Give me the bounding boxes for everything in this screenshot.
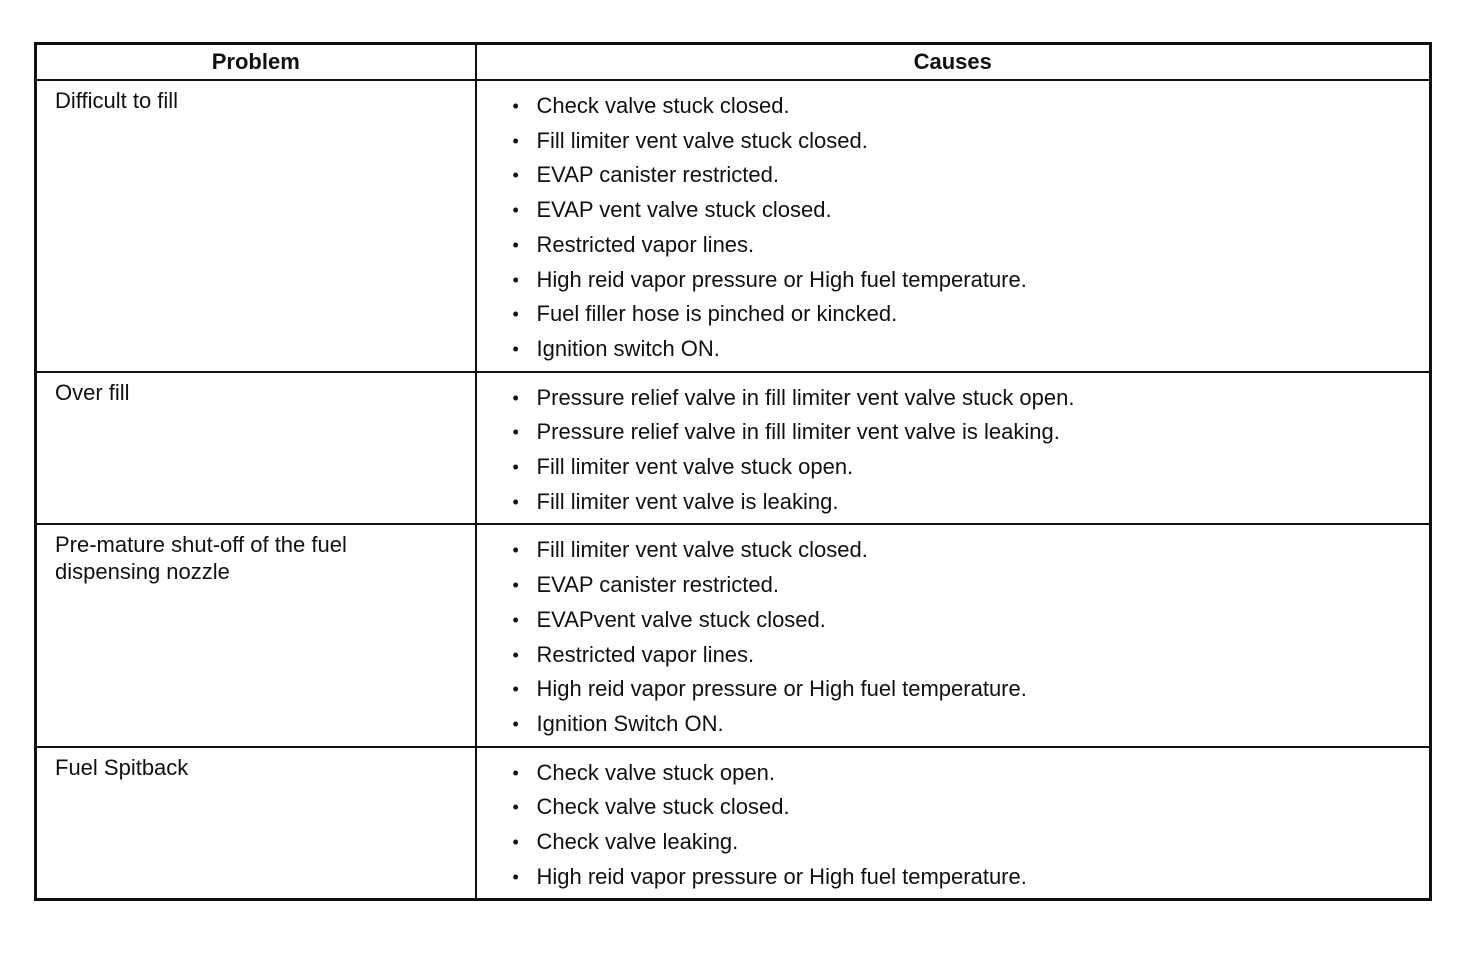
cause-item: • EVAPvent valve stuck closed. xyxy=(513,603,1430,638)
causes-list xyxy=(477,756,1430,895)
cause-item: • Check valve stuck closed. xyxy=(513,790,1430,825)
cause-item: • High reid vapor pressure or High fuel temperature. xyxy=(513,860,1430,895)
bullet-icon: • xyxy=(512,575,519,596)
cause-item: • Fill limiter vent valve is leaking. xyxy=(513,485,1430,520)
header-row xyxy=(36,44,1431,81)
cause-item: • EVAP canister restricted. xyxy=(513,568,1430,603)
bullet-icon: • xyxy=(512,832,519,853)
cause-item: • Fill limiter vent valve stuck closed. xyxy=(513,533,1430,568)
cause-item: • Fill limiter vent valve stuck closed. xyxy=(513,124,1430,159)
causes-cell xyxy=(476,80,1431,372)
bullet-icon: • xyxy=(512,200,519,221)
cause-item: • High reid vapor pressure or High fuel temperature. xyxy=(513,263,1430,298)
bullet-icon: • xyxy=(512,762,519,783)
causes-list xyxy=(477,533,1430,741)
bullet-icon: • xyxy=(512,491,519,512)
cause-item: • Restricted vapor lines. xyxy=(513,228,1430,263)
bullet-icon: • xyxy=(512,866,519,887)
table-row xyxy=(36,80,1431,372)
causes-cell xyxy=(476,372,1431,525)
bullet-icon: • xyxy=(512,269,519,290)
bullet-icon: • xyxy=(512,234,519,255)
bullet-icon: • xyxy=(512,713,519,734)
cause-item: • Ignition Switch ON. xyxy=(513,707,1430,742)
bullet-icon: • xyxy=(512,387,519,408)
problem-cell: Fuel Spitback xyxy=(36,747,476,900)
cause-item: • Fill limiter vent valve stuck open. xyxy=(513,450,1430,485)
bullet-icon: • xyxy=(512,457,519,478)
causes-list xyxy=(477,381,1430,520)
cause-item: • Check valve leaking. xyxy=(513,825,1430,860)
table-row xyxy=(36,372,1431,525)
cause-item: • Ignition switch ON. xyxy=(513,332,1430,367)
bullet-icon: • xyxy=(512,304,519,325)
table-row xyxy=(36,747,1431,900)
cause-item: • Restricted vapor lines. xyxy=(513,638,1430,673)
cause-item: • Pressure relief valve in fill limiter vent valve is leaking. xyxy=(513,415,1430,450)
bullet-icon: • xyxy=(512,540,519,561)
bullet-icon: • xyxy=(512,338,519,359)
cause-item: • Pressure relief valve in fill limiter vent valve stuck open. xyxy=(513,381,1430,416)
causes-cell xyxy=(476,747,1431,900)
problem-cell: Difficult to fill xyxy=(36,80,476,372)
bullet-icon: • xyxy=(512,644,519,665)
causes-cell xyxy=(476,524,1431,746)
problem-cell: Pre-mature shut-off of the fuel dispensing nozzle xyxy=(36,524,476,746)
bullet-icon: • xyxy=(512,679,519,700)
bullet-icon: • xyxy=(512,797,519,818)
bullet-icon: • xyxy=(512,165,519,186)
problem-column-header: Problem xyxy=(36,44,476,81)
cause-item: • Check valve stuck closed. xyxy=(513,89,1430,124)
causes-list xyxy=(477,89,1430,367)
cause-item: • Check valve stuck open. xyxy=(513,756,1430,791)
causes-column-header: Causes xyxy=(476,44,1431,81)
table-row xyxy=(36,524,1431,746)
bullet-icon: • xyxy=(512,422,519,443)
cause-item: • Fuel filler hose is pinched or kincked. xyxy=(513,297,1430,332)
cause-item: • EVAP canister restricted. xyxy=(513,158,1430,193)
bullet-icon: • xyxy=(512,609,519,630)
bullet-icon: • xyxy=(512,96,519,116)
cause-item: • High reid vapor pressure or High fuel temperature. xyxy=(513,672,1430,707)
diagnosis-table xyxy=(34,42,1432,901)
cause-item: • EVAP vent valve stuck closed. xyxy=(513,193,1430,228)
problem-cell: Over fill xyxy=(36,372,476,525)
bullet-icon: • xyxy=(512,130,519,151)
